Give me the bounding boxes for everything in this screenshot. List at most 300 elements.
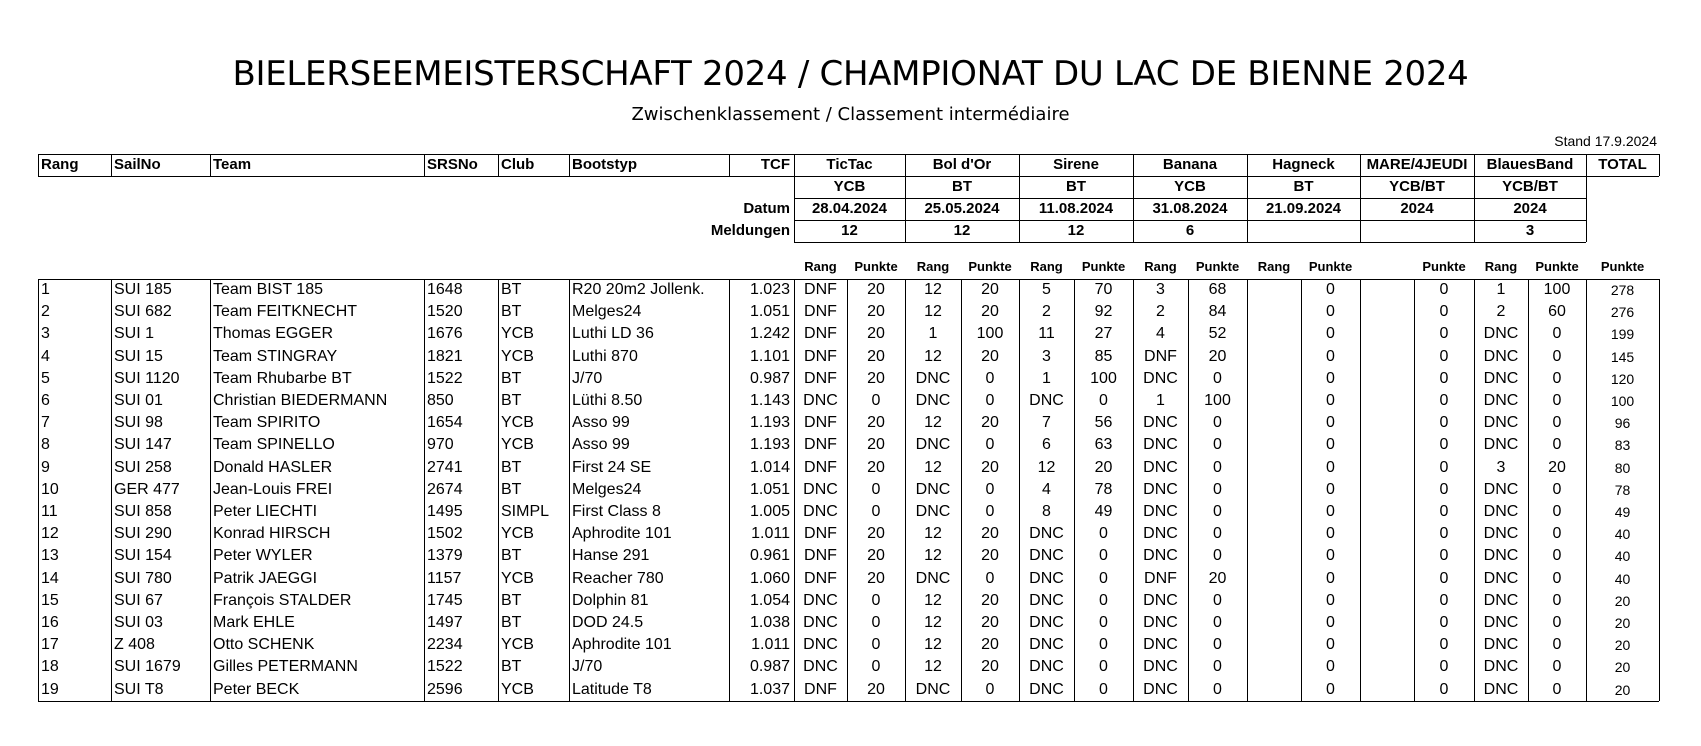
cell-regatta-punkte: 0	[1099, 658, 1108, 676]
cell-regatta-punkte: 0	[1099, 680, 1108, 698]
cell-rang: 18	[41, 658, 59, 676]
cell-total: 120	[1610, 370, 1635, 387]
cell-regatta-punkte: 20	[867, 281, 885, 298]
regatta-club: YCB/BT	[1502, 178, 1558, 195]
cell-regatta-punkte: 20	[867, 303, 885, 321]
cell-regatta-rang: 12	[924, 547, 942, 565]
regatta-name: Bol d'Or	[932, 156, 992, 173]
cell-regatta-punkte: 0	[1326, 458, 1335, 476]
cell-regatta-punkte: 20	[867, 569, 885, 587]
cell-regatta-rang: 12	[924, 525, 942, 543]
cell-regatta-rang: DNF	[804, 436, 837, 454]
cell-regatta-punkte: 85	[1094, 347, 1113, 365]
cell-regatta-rang: DNF	[1144, 347, 1177, 365]
cell-regatta-punkte: 0	[871, 392, 881, 409]
cell-regatta-punkte: 0	[1213, 547, 1222, 565]
column-header-sailno: SailNo	[114, 156, 161, 173]
cell-regatta-punkte: 0	[1552, 436, 1562, 454]
cell-regatta-rang: DNC	[1143, 547, 1178, 565]
cell-regatta-punkte: 100	[976, 325, 1004, 343]
cell-tcf: 1.051	[749, 480, 790, 498]
cell-regatta-punkte: 20	[1094, 458, 1113, 476]
cell-srsno: 1520	[427, 303, 463, 321]
cell-regatta-rang	[1247, 301, 1301, 323]
grid-line	[794, 242, 1586, 243]
cell-regatta-punkte: 20	[867, 547, 885, 565]
column-header-tcf: TCF	[760, 156, 790, 173]
cell-club: YCB	[501, 414, 534, 432]
cell-regatta-rang: DNC	[1143, 680, 1178, 698]
cell-regatta-rang: DNC	[1143, 614, 1178, 631]
cell-bootstyp: Latitude T8	[572, 680, 652, 698]
cell-total: 20	[1614, 681, 1631, 698]
cell-rang: 9	[41, 458, 50, 476]
cell-regatta-punkte: 0	[1552, 547, 1562, 565]
cell-regatta-rang	[1360, 457, 1414, 479]
cell-regatta-rang	[1360, 656, 1414, 678]
cell-regatta-rang: DNC	[803, 658, 838, 676]
cell-total: 278	[1610, 282, 1635, 298]
sub-header-rang: Rang	[1030, 259, 1063, 274]
cell-club: BT	[501, 658, 522, 676]
cell-regatta-punkte: 20	[1208, 347, 1227, 365]
regatta-entries: 3	[1525, 222, 1535, 239]
cell-regatta-rang	[1247, 434, 1301, 456]
cell-regatta-rang	[1247, 590, 1301, 612]
cell-regatta-punkte: 0	[1552, 636, 1562, 654]
cell-regatta-punkte: 0	[1099, 614, 1108, 631]
cell-regatta-punkte: 20	[867, 347, 885, 365]
cell-srsno: 2234	[427, 636, 463, 654]
cell-regatta-punkte: 0	[1326, 303, 1335, 321]
cell-regatta-rang: 3	[1156, 281, 1165, 298]
cell-regatta-rang: 7	[1042, 414, 1051, 432]
cell-regatta-rang: DNC	[1029, 525, 1064, 543]
cell-tcf: 0.961	[749, 547, 790, 565]
cell-regatta-rang	[1360, 568, 1414, 590]
cell-rang: 13	[41, 547, 59, 565]
cell-regatta-rang: DNC	[1483, 436, 1519, 454]
regatta-date: 21.09.2024	[1265, 200, 1342, 217]
cell-sailno: SUI 15	[114, 347, 163, 365]
cell-regatta-punkte: 0	[1099, 636, 1108, 654]
cell-regatta-punkte: 0	[1326, 591, 1335, 609]
cell-regatta-rang: DNC	[1029, 569, 1064, 587]
cell-club: BT	[501, 614, 522, 631]
cell-regatta-punkte: 0	[985, 436, 995, 454]
cell-regatta-rang: DNC	[1483, 325, 1519, 343]
cell-regatta-punkte: 20	[981, 525, 999, 543]
cell-tcf: 0.987	[749, 658, 790, 676]
cell-regatta-punkte: 27	[1094, 325, 1113, 343]
sub-header-punkte: Punkte	[1600, 259, 1645, 274]
cell-regatta-punkte: 0	[1326, 503, 1335, 520]
cell-regatta-punkte: 0	[871, 636, 881, 654]
cell-team: Team FEITKNECHT	[213, 303, 358, 321]
cell-team: Team STINGRAY	[213, 347, 338, 365]
cell-regatta-punkte: 0	[985, 480, 995, 498]
cell-regatta-punkte: 0	[1439, 547, 1449, 565]
cell-total: 40	[1614, 548, 1631, 565]
regatta-name: TicTac	[826, 156, 873, 173]
cell-tcf: 1.011	[751, 636, 790, 654]
cell-club: YCB	[501, 347, 534, 365]
cell-bootstyp: DOD 24.5	[572, 614, 644, 631]
cell-regatta-rang	[1247, 479, 1301, 501]
cell-regatta-rang: DNC	[1483, 680, 1519, 698]
cell-regatta-punkte: 0	[1213, 525, 1222, 543]
cell-regatta-rang: 3	[1496, 458, 1506, 476]
cell-tcf: 1.242	[749, 325, 790, 343]
cell-regatta-rang	[1360, 279, 1414, 301]
regatta-date: 28.04.2024	[811, 200, 888, 217]
cell-club: BT	[501, 458, 522, 476]
cell-regatta-punkte: 0	[1439, 480, 1449, 498]
cell-regatta-rang: DNC	[1029, 658, 1064, 676]
cell-regatta-rang: DNC	[1029, 614, 1064, 631]
cell-regatta-punkte: 0	[1326, 658, 1335, 676]
cell-regatta-rang: DNC	[1143, 658, 1178, 676]
cell-srsno: 1495	[427, 503, 463, 520]
cell-regatta-punkte: 0	[1213, 458, 1222, 476]
cell-regatta-rang	[1247, 501, 1301, 523]
cell-total: 80	[1614, 459, 1631, 476]
regatta-club: BT	[1066, 178, 1086, 195]
cell-regatta-punkte: 0	[1326, 636, 1335, 654]
sub-header-punkte: Punkte	[1535, 259, 1579, 274]
cell-club: YCB	[501, 680, 534, 698]
cell-rang: 4	[41, 347, 50, 365]
cell-regatta-rang: DNC	[915, 569, 951, 587]
cell-sailno: SUI 01	[114, 392, 163, 409]
cell-regatta-rang: 6	[1042, 436, 1051, 454]
cell-regatta-rang: DNC	[803, 614, 838, 631]
cell-regatta-punkte: 20	[981, 414, 999, 432]
sub-header-punkte: Punkte	[854, 259, 898, 274]
cell-regatta-rang	[1247, 412, 1301, 434]
cell-club: BT	[501, 369, 522, 387]
cell-total: 49	[1614, 504, 1631, 520]
regatta-club: BT	[952, 178, 972, 195]
cell-total: 145	[1610, 348, 1635, 365]
cell-regatta-rang	[1360, 434, 1414, 456]
cell-bootstyp: Lüthi 8.50	[572, 392, 643, 409]
cell-regatta-rang: DNC	[1483, 347, 1519, 365]
cell-club: YCB	[501, 436, 534, 454]
cell-srsno: 2741	[427, 458, 463, 476]
cell-sailno: SUI 147	[114, 436, 172, 454]
cell-sailno: Z 408	[114, 636, 155, 654]
cell-regatta-punkte: 78	[1094, 480, 1113, 498]
cell-regatta-punkte: 0	[1439, 303, 1449, 321]
cell-regatta-punkte: 0	[1552, 414, 1562, 432]
cell-bootstyp: First Class 8	[572, 503, 661, 520]
cell-regatta-rang: 2	[1042, 303, 1051, 321]
cell-regatta-rang: 12	[924, 458, 942, 476]
cell-sailno: GER 477	[114, 480, 180, 498]
cell-tcf: 1.054	[749, 591, 790, 609]
regatta-club: YCB/BT	[1389, 178, 1445, 195]
cell-bootstyp: Luthi 870	[572, 347, 638, 365]
cell-regatta-punkte: 0	[871, 591, 881, 609]
regatta-entries	[1360, 220, 1474, 242]
cell-regatta-rang: 4	[1042, 480, 1051, 498]
cell-srsno: 1745	[427, 591, 463, 609]
cell-regatta-punkte: 0	[871, 658, 881, 676]
cell-regatta-rang: DNC	[803, 636, 838, 654]
cell-regatta-rang: 12	[1037, 458, 1056, 476]
cell-regatta-rang: DNC	[1143, 591, 1178, 609]
cell-regatta-punkte: 20	[981, 591, 999, 609]
cell-tcf: 1.037	[749, 680, 790, 698]
cell-regatta-rang: DNC	[1143, 503, 1178, 520]
cell-regatta-rang	[1360, 501, 1414, 523]
sub-header-punkte: Punkte	[1308, 259, 1353, 274]
cell-tcf: 1.038	[749, 614, 790, 631]
cell-sailno: SUI 780	[114, 569, 172, 587]
cell-club: BT	[501, 303, 522, 321]
cell-tcf: 1.023	[749, 281, 790, 298]
column-header-team: Team	[213, 156, 252, 173]
cell-rang: 14	[41, 569, 59, 587]
cell-regatta-punkte: 0	[1213, 591, 1222, 609]
cell-regatta-punkte: 0	[1439, 392, 1449, 409]
sub-header-rang: Rang	[1484, 259, 1518, 274]
cell-regatta-rang	[1247, 279, 1301, 301]
cell-regatta-rang: 12	[924, 591, 942, 609]
cell-bootstyp: J/70	[572, 369, 603, 387]
cell-regatta-rang	[1360, 390, 1414, 412]
cell-regatta-rang: DNC	[1483, 392, 1519, 409]
cell-tcf: 1.143	[749, 392, 790, 409]
cell-club: YCB	[501, 525, 534, 543]
regatta-entries: 6	[1185, 222, 1195, 239]
cell-rang: 11	[41, 503, 58, 520]
column-header-total: TOTAL	[1598, 156, 1647, 173]
cell-regatta-rang: 8	[1042, 503, 1051, 520]
cell-tcf: 1.011	[751, 525, 790, 543]
cell-regatta-rang	[1247, 346, 1301, 368]
cell-rang: 15	[41, 591, 59, 609]
cell-rang: 6	[41, 392, 50, 409]
cell-tcf: 1.051	[749, 303, 790, 321]
cell-bootstyp: First 24 SE	[572, 458, 652, 476]
cell-club: YCB	[501, 636, 534, 654]
cell-regatta-rang	[1247, 679, 1301, 701]
cell-regatta-punkte: 0	[1552, 392, 1562, 409]
cell-regatta-punkte: 0	[1326, 525, 1335, 543]
cell-regatta-punkte: 0	[1439, 436, 1449, 454]
cell-srsno: 1497	[427, 614, 463, 631]
cell-regatta-rang: DNF	[804, 547, 837, 565]
cell-rang: 16	[41, 614, 59, 631]
cell-rang: 8	[41, 436, 50, 454]
cell-regatta-rang: DNF	[804, 347, 837, 365]
cell-regatta-punkte: 20	[981, 347, 999, 365]
cell-regatta-punkte: 0	[1326, 680, 1335, 698]
cell-tcf: 1.014	[749, 458, 790, 476]
cell-regatta-rang: 12	[924, 636, 942, 654]
cell-regatta-rang: DNC	[1483, 658, 1519, 676]
cell-regatta-punkte: 0	[1326, 325, 1335, 343]
cell-regatta-punkte: 0	[1213, 614, 1222, 631]
regatta-name: Banana	[1162, 156, 1218, 173]
cell-sailno: SUI 03	[114, 614, 163, 631]
cell-regatta-punkte: 0	[1439, 569, 1449, 587]
cell-regatta-rang: DNC	[1143, 369, 1178, 387]
regatta-club: BT	[1293, 178, 1314, 195]
cell-regatta-rang: DNC	[1483, 569, 1519, 587]
cell-sailno: SUI 154	[114, 547, 172, 565]
cell-regatta-punkte: 0	[1439, 614, 1449, 631]
regatta-name: Sirene	[1053, 156, 1099, 173]
cell-srsno: 1502	[427, 525, 463, 543]
cell-regatta-rang: DNC	[1483, 591, 1519, 609]
sub-header-rang: Rang	[804, 259, 837, 274]
cell-regatta-punkte: 0	[1213, 503, 1222, 520]
cell-srsno: 1157	[427, 569, 462, 587]
cell-club: BT	[501, 392, 522, 409]
cell-regatta-punkte: 70	[1094, 281, 1113, 298]
cell-regatta-rang: DNC	[1029, 680, 1064, 698]
cell-regatta-punkte: 0	[1213, 436, 1222, 454]
cell-sailno: SUI 290	[114, 525, 172, 543]
cell-total: 40	[1614, 570, 1631, 587]
page-title: BIELERSEEMEISTERSCHAFT 2024 / CHAMPIONAT DU LAC DE BIENNE 2024	[232, 54, 1469, 94]
cell-sailno: SUI 67	[114, 591, 163, 609]
cell-team: Team SPIRITO	[213, 414, 321, 432]
cell-regatta-punkte: 0	[1552, 614, 1562, 631]
cell-team: Team SPINELLO	[213, 436, 335, 454]
cell-regatta-punkte: 20	[867, 414, 885, 432]
cell-sailno: SUI 98	[114, 414, 163, 432]
cell-total: 20	[1614, 637, 1631, 654]
stand-date: Stand 17.9.2024	[1554, 133, 1657, 149]
cell-regatta-rang: 5	[1042, 281, 1051, 298]
cell-team: Konrad HIRSCH	[213, 525, 331, 543]
cell-regatta-punkte: 0	[1326, 547, 1335, 565]
cell-sailno: SUI 858	[114, 503, 172, 520]
cell-rang: 17	[41, 636, 59, 654]
cell-bootstyp: Reacher 780	[572, 569, 664, 587]
cell-rang: 1	[41, 281, 50, 298]
cell-regatta-rang	[1360, 479, 1414, 501]
cell-bootstyp: Melges24	[572, 480, 642, 498]
cell-srsno: 1648	[427, 281, 463, 298]
cell-regatta-rang: DNC	[915, 503, 951, 520]
cell-regatta-rang: DNC	[915, 436, 951, 454]
cell-regatta-punkte: 0	[1326, 281, 1335, 298]
cell-regatta-rang: 1	[1496, 281, 1506, 298]
cell-regatta-rang: DNC	[1143, 480, 1178, 498]
cell-regatta-rang	[1360, 679, 1414, 701]
cell-regatta-punkte: 0	[1213, 680, 1222, 698]
cell-regatta-rang: DNC	[1143, 436, 1178, 454]
cell-regatta-rang	[1247, 612, 1301, 634]
regatta-entries: 12	[953, 222, 971, 239]
cell-regatta-rang: DNC	[803, 480, 838, 498]
cell-tcf: 1.060	[749, 569, 790, 587]
grid-line	[1659, 279, 1660, 701]
cell-bootstyp: Luthi LD 36	[572, 325, 654, 343]
cell-regatta-punkte: 20	[981, 614, 999, 631]
cell-tcf: 0.987	[749, 369, 790, 387]
cell-regatta-rang: DNC	[1143, 525, 1178, 543]
cell-regatta-rang	[1247, 323, 1301, 345]
cell-regatta-rang: 11	[1038, 325, 1055, 343]
cell-team: Peter LIECHTI	[213, 503, 318, 520]
cell-regatta-punkte: 20	[867, 680, 885, 698]
cell-regatta-punkte: 0	[985, 680, 995, 698]
cell-regatta-punkte: 0	[1326, 480, 1335, 498]
cell-regatta-rang: DNC	[1143, 636, 1178, 654]
cell-srsno: 1379	[427, 547, 463, 565]
cell-regatta-rang: DNC	[915, 392, 951, 409]
cell-team: Team BIST 185	[213, 281, 323, 298]
cell-regatta-rang	[1360, 545, 1414, 567]
cell-regatta-rang: DNC	[1483, 480, 1519, 498]
cell-regatta-punkte: 0	[1213, 369, 1222, 387]
cell-regatta-rang: 12	[924, 658, 942, 676]
label-datum: Datum	[743, 200, 790, 217]
cell-regatta-rang: 12	[924, 303, 942, 321]
cell-regatta-rang	[1360, 612, 1414, 634]
cell-regatta-punkte: 20	[981, 658, 999, 676]
cell-regatta-punkte: 20	[1548, 458, 1566, 476]
cell-total: 199	[1610, 326, 1635, 343]
cell-tcf: 1.193	[749, 414, 790, 432]
cell-regatta-punkte: 0	[1439, 281, 1449, 298]
regatta-date: 2024	[1513, 200, 1547, 217]
column-header-rang: Rang	[41, 156, 79, 173]
cell-team: Thomas EGGER	[213, 325, 334, 343]
cell-team: Jean-Louis FREI	[213, 480, 333, 498]
cell-team: Peter WYLER	[213, 547, 313, 565]
cell-total: 83	[1614, 437, 1631, 454]
cell-regatta-rang: DNC	[1029, 392, 1064, 409]
cell-regatta-punkte: 0	[1099, 569, 1108, 587]
cell-club: YCB	[501, 569, 534, 587]
regatta-entries: 12	[1067, 222, 1085, 239]
sub-header-punkte: Punkte	[1195, 259, 1240, 274]
cell-tcf: 1.193	[749, 436, 790, 454]
cell-regatta-rang: 1	[1042, 369, 1051, 387]
cell-rang: 10	[41, 480, 59, 498]
cell-team: Patrik JAEGGI	[213, 569, 318, 587]
cell-bootstyp: Melges24	[572, 303, 642, 321]
cell-regatta-punkte: 0	[1439, 658, 1449, 676]
cell-regatta-punkte: 0	[1439, 591, 1449, 609]
cell-regatta-punkte: 0	[1552, 503, 1562, 520]
cell-bootstyp: Aphrodite 101	[572, 525, 672, 543]
grid-line	[1586, 176, 1587, 242]
cell-bootstyp: J/70	[572, 658, 603, 676]
cell-regatta-punkte: 0	[1552, 480, 1562, 498]
cell-srsno: 1654	[427, 414, 463, 432]
cell-sailno: SUI 258	[114, 458, 172, 476]
cell-bootstyp: Aphrodite 101	[572, 636, 672, 654]
cell-tcf: 1.101	[749, 347, 790, 365]
cell-regatta-rang: DNF	[804, 569, 837, 587]
sub-header-rang: Rang	[1144, 259, 1177, 274]
cell-bootstyp: Asso 99	[572, 414, 630, 432]
cell-rang: 5	[41, 369, 50, 387]
cell-regatta-punkte: 0	[871, 480, 881, 498]
cell-regatta-rang: DNC	[1029, 547, 1064, 565]
cell-regatta-punkte: 0	[985, 369, 995, 387]
regatta-date: 31.08.2024	[1152, 200, 1228, 217]
cell-regatta-punkte: 0	[1213, 658, 1222, 676]
